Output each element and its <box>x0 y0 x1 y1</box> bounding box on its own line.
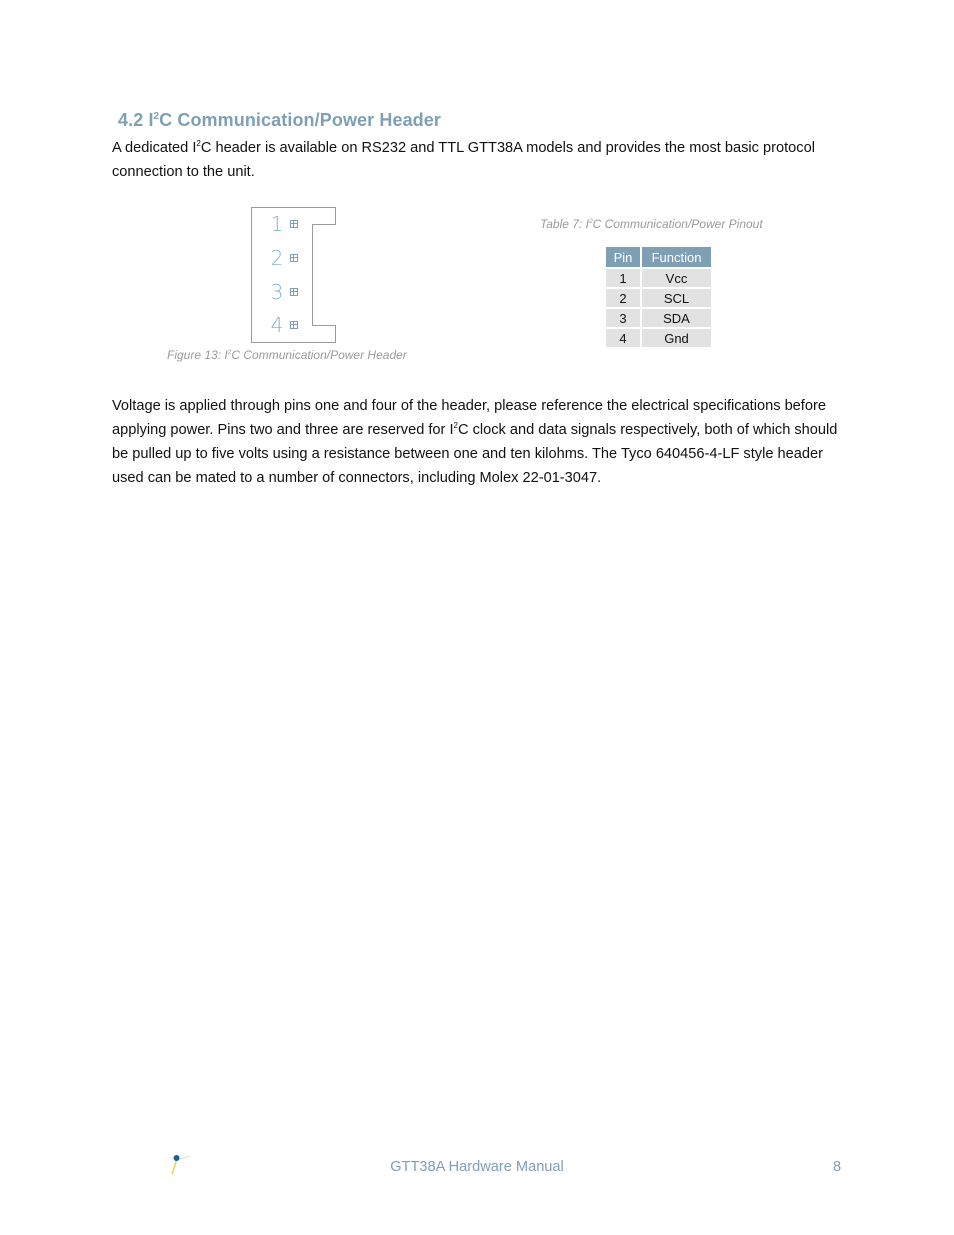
cell-function: SCL <box>642 289 711 307</box>
figure-caption-pre: Figure 13: I <box>167 348 228 362</box>
pin-number-label: 1 <box>270 212 284 236</box>
cell-function: Gnd <box>642 329 711 347</box>
intro-paragraph <box>112 136 842 184</box>
section-title-sup: 2 <box>153 111 160 122</box>
table-caption-post: C Communication/Power Pinout <box>592 217 763 231</box>
table-caption <box>540 217 763 231</box>
cell-pin: 4 <box>606 329 640 347</box>
figure-caption-sup: 2 <box>227 349 232 356</box>
table-row <box>606 309 711 327</box>
footer-title: GTT38A Hardware Manual <box>390 1159 564 1175</box>
cell-pin: 3 <box>606 309 640 327</box>
figure-caption-post: C Communication/Power Header <box>231 348 407 362</box>
header-key-notch <box>312 224 336 326</box>
page-number: 8 <box>833 1159 842 1175</box>
pinout-table <box>604 245 713 349</box>
header-pin-1 <box>268 212 308 236</box>
header-pin-4 <box>268 313 308 337</box>
section-heading <box>118 110 441 131</box>
column-header-function: Function <box>642 247 711 267</box>
body-text-post: C clock and data signals respectively, both of which should be pulled up to five volts using a resistance between one and ten kilohms. The Tyco 640456-4-LF style header used can be mated to a number of connectors, including Molex 22-01-3047. <box>112 422 838 486</box>
table-caption-pre: Table 7: I <box>540 217 589 231</box>
pin-pad-icon <box>290 321 298 329</box>
body-text-sup: 2 <box>453 421 458 431</box>
intro-text-post: C header is available on RS232 and TTL GTT38A models and provides the most basic protocol connection to the unit. <box>112 140 815 180</box>
column-header-pin: Pin <box>606 247 640 267</box>
pin-pad-icon <box>290 254 298 262</box>
pin-number-label: 3 <box>270 280 284 304</box>
cell-pin: 2 <box>606 289 640 307</box>
table-header-row <box>606 247 711 267</box>
table-row <box>606 329 711 347</box>
section-title-prefix: I <box>148 110 154 130</box>
cell-function: SDA <box>642 309 711 327</box>
body-paragraph <box>112 394 842 490</box>
table-row <box>606 289 711 307</box>
intro-text-pre: A dedicated I <box>112 140 197 156</box>
body-text-pre: Voltage is applied through pins one and four of the header, please reference the electrical specifications before applying power. Pins two and three are reserved for I <box>112 398 826 438</box>
section-number: 4.2 <box>118 110 144 130</box>
table-caption-sup: 2 <box>588 218 593 225</box>
cell-pin: 1 <box>606 269 640 287</box>
pin-number-label: 4 <box>270 313 284 337</box>
section-title-rest: C Communication/Power Header <box>159 110 441 130</box>
figure-caption <box>167 348 407 362</box>
table-row <box>606 269 711 287</box>
header-pin-2 <box>268 246 308 270</box>
pin-pad-icon <box>290 220 298 228</box>
header-pin-3 <box>268 280 308 304</box>
pin-pad-icon <box>290 288 298 296</box>
pin-number-label: 2 <box>270 246 284 270</box>
intro-text-sup: 2 <box>196 139 201 149</box>
cell-function: Vcc <box>642 269 711 287</box>
